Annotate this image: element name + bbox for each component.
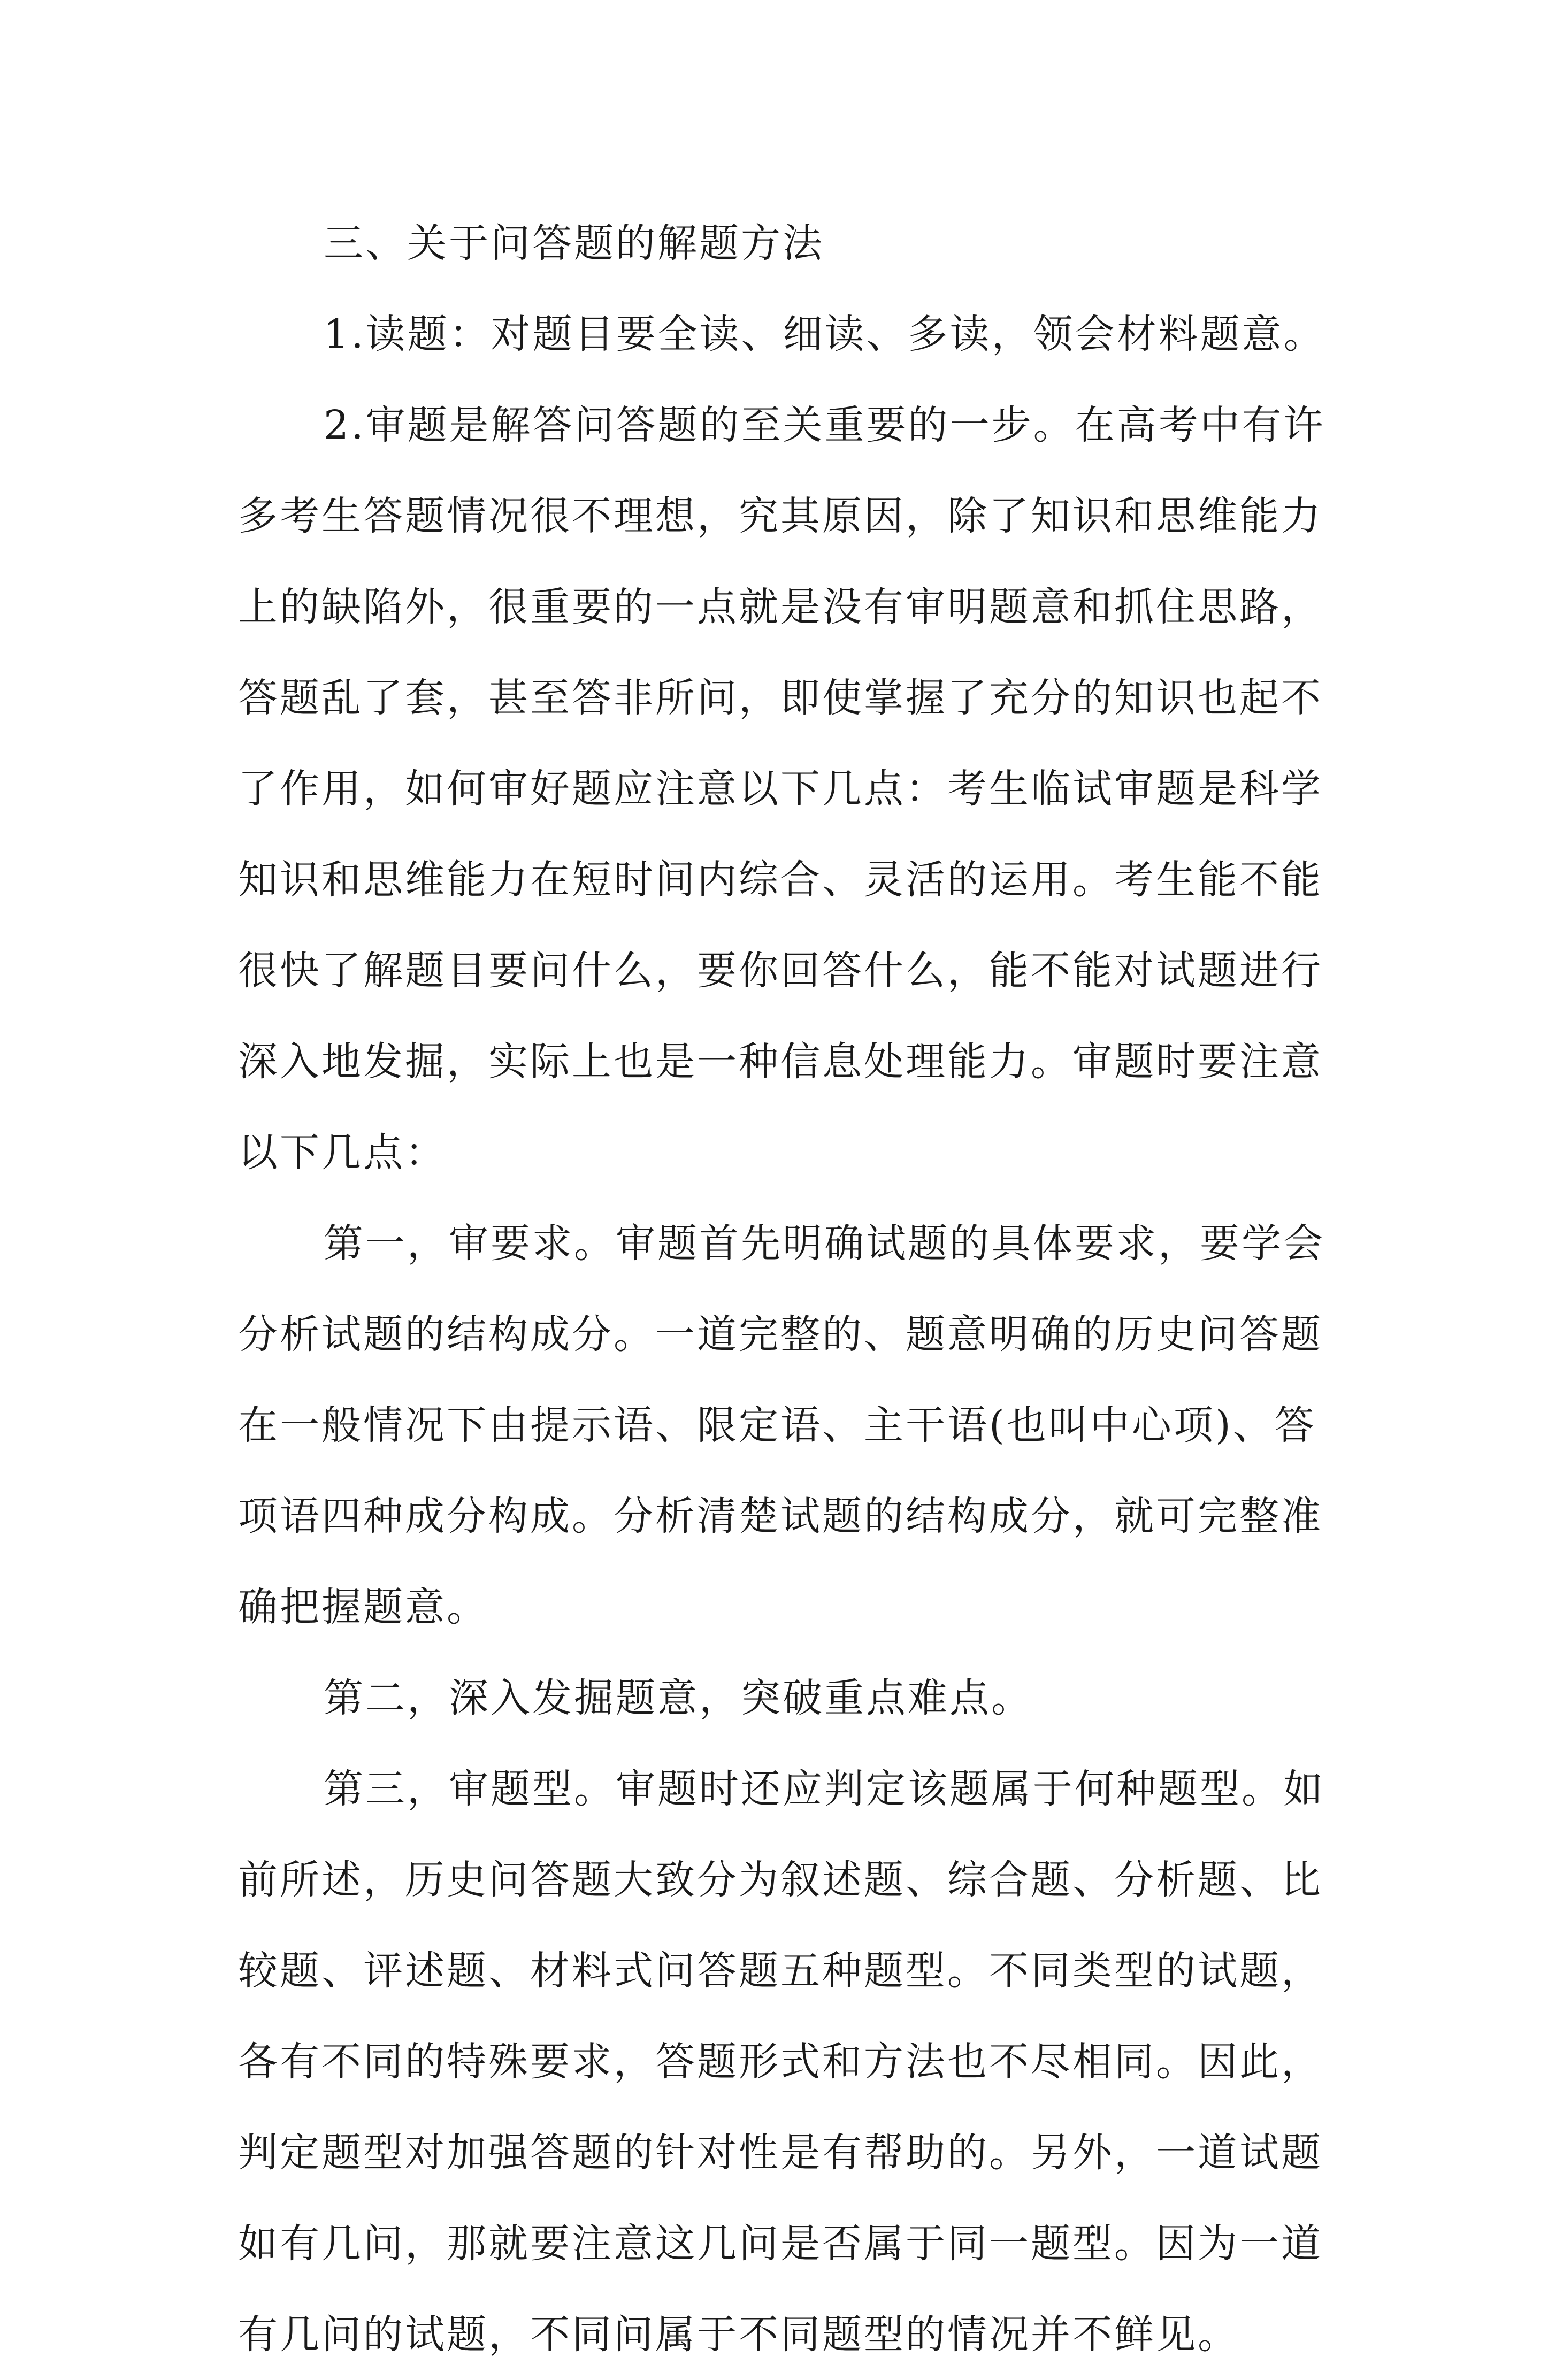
paragraph-line: 第三，审题型。审题时还应判定该题属于何种题型。如 [324, 1766, 1325, 1812]
paragraph-line: 有几问的试题，不同问属于不同题型的情况并不鲜见。 [238, 2312, 1239, 2358]
paragraph-line: 多考生答题情况很不理想，究其原因，除了知识和思维能力 [238, 493, 1323, 539]
paragraph-line: 分析试题的结构成分。一道完整的、题意明确的历史问答题 [238, 1311, 1323, 1357]
paragraph-line: 较题、评述题、材料式问答题五种题型。不同类型的试题， [238, 1948, 1323, 1994]
paragraph-line: 1.读题：对题目要全读、细读、多读，领会材料题意。 [324, 311, 1325, 357]
paragraph-line: 项语四种成分构成。分析清楚试题的结构成分，就可完整准 [238, 1493, 1323, 1539]
paragraph-line: 各有不同的特殊要求，答题形式和方法也不尽相同。因此， [238, 2039, 1323, 2085]
paragraph-line: 深入地发掘，实际上也是一种信息处理能力。审题时要注意 [238, 1039, 1323, 1085]
paragraph-line: 如有几问，那就要注意这几问是否属于同一题型。因为一道 [238, 2221, 1323, 2267]
paragraph-line: 2.审题是解答问答题的至关重要的一步。在高考中有许 [324, 402, 1325, 448]
paragraph-line: 确把握题意。 [238, 1584, 488, 1630]
paragraph-line: 第二，深入发掘题意，突破重点难点。 [324, 1675, 1033, 1721]
paragraph-line: 了作用，如何审好题应注意以下几点：考生临试审题是科学 [238, 766, 1323, 812]
paragraph-line: 前所述，历史问答题大致分为叙述题、综合题、分析题、比 [238, 1857, 1323, 1903]
paragraph-line: 上的缺陷外，很重要的一点就是没有审明题意和抓住思路， [238, 584, 1323, 630]
paragraph-line: 知识和思维能力在短时间内综合、灵活的运用。考生能不能 [238, 857, 1323, 903]
paragraph-line: 很快了解题目要问什么，要你回答什么，能不能对试题进行 [238, 948, 1323, 994]
paragraph-line: 判定题型对加强答题的针对性是有帮助的。另外，一道试题 [238, 2130, 1323, 2176]
paragraph-line: 第一，审要求。审题首先明确试题的具体要求，要学会 [324, 1220, 1325, 1266]
section-heading: 三、关于问答题的解题方法 [324, 220, 824, 266]
paragraph-line: 答题乱了套，甚至答非所问，即使掌握了充分的知识也起不 [238, 675, 1323, 721]
paragraph-line: 在一般情况下由提示语、限定语、主干语(也叫中心项)、答 [238, 1402, 1316, 1448]
document-page [238, 198, 1325, 2380]
paragraph-line: 以下几点： [238, 1130, 447, 1176]
